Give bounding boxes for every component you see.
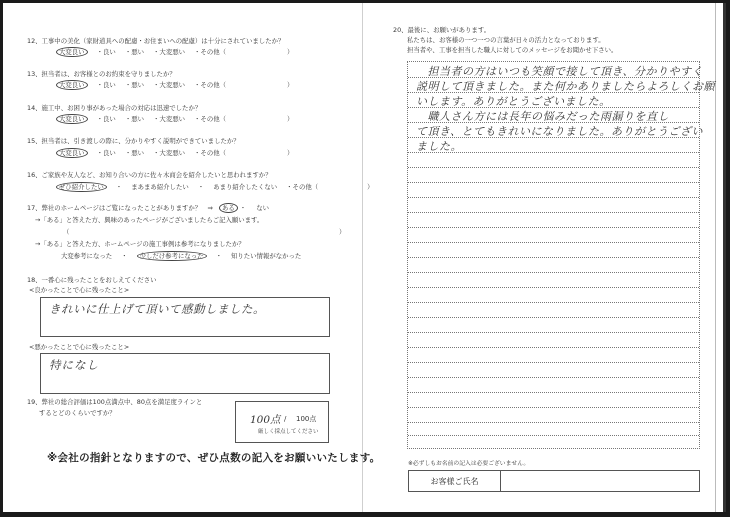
q20-message-line: いします。ありがとうございました。 — [416, 95, 611, 108]
q16-option[interactable]: まあまあ紹介したい — [131, 183, 189, 191]
q16-separator: ・ — [197, 183, 205, 191]
q20-line3: 担当者や、工事を担当した職人に対してのメッセージをお聞かせ下さい。 — [407, 46, 618, 54]
q16-option-selected[interactable]: ぜひ紹介したい — [56, 182, 107, 192]
ruled-line — [408, 377, 699, 378]
q14-option[interactable]: ・その他（ — [194, 115, 226, 123]
q15-question: 15、担当者は、引き渡しの際に、分かりやすく説明ができていましたか？ — [27, 137, 240, 145]
ruled-line — [408, 227, 699, 228]
customer-name-table — [408, 470, 700, 492]
q13-option[interactable]: ・大変悪い — [153, 81, 185, 89]
q16-options — [59, 183, 381, 192]
q15-option[interactable]: ・大変悪い — [153, 149, 185, 157]
q19-score-note: 厳しく採点してください — [258, 429, 319, 435]
q15-options — [59, 149, 300, 158]
q20-message-line: 説明して頂きました。また何かありましたらよろしくお願 — [416, 80, 715, 93]
q16-close-paren: ） — [367, 183, 374, 191]
customer-name-label: お客様ご氏名 — [409, 471, 501, 491]
ruled-line — [408, 242, 699, 243]
q14-option[interactable]: ・悪い — [124, 115, 144, 123]
q17-followup2-separator: ・ — [215, 252, 222, 260]
q14-close-paren: ） — [287, 115, 294, 123]
q19-score-box[interactable] — [235, 401, 329, 443]
page-fold-divider — [362, 3, 363, 512]
q19-score-slash: / — [284, 415, 287, 423]
ruled-line — [408, 182, 699, 183]
q20-title: 20、最後に、お願いがあります。 — [393, 26, 491, 34]
q17-question — [27, 204, 269, 213]
ruled-line — [408, 257, 699, 258]
q12-option[interactable]: ・良い — [96, 48, 116, 56]
q18-good-label: <良かったことで心に残ったこと> — [29, 286, 130, 294]
q13-close-paren: ） — [287, 81, 294, 89]
q13-option[interactable]: ・悪い — [124, 81, 144, 89]
q19-score-max: 100点 — [296, 415, 317, 423]
q20-message-area[interactable] — [407, 61, 715, 449]
ruled-line — [408, 302, 699, 303]
q20-message-line: て頂き、とてもきれいになりました。ありがとうござい — [416, 125, 704, 138]
q20-message-line: 担当者の方はいつも笑顔で接して頂き、分かりやすく — [416, 65, 704, 78]
q12-option[interactable]: ・悪い — [124, 48, 144, 56]
q18-bad-answer-box[interactable] — [40, 353, 330, 394]
q13-question: 13、担当者は、お客様とのお約束を守りましたか？ — [27, 70, 176, 78]
q14-options — [59, 115, 300, 124]
q20-line2: 私たちは、お客様の一つ一つの言葉が日々の活力となっております。 — [407, 36, 605, 44]
q14-option[interactable]: ・良い — [96, 115, 116, 123]
footer-note: ※会社の指針となりますので、ぜひ点数の記入をお願いいたします。 — [47, 452, 381, 464]
q17-followup2: →「ある」と答えた方、ホームページの施工事例は参考になりましたか？ — [35, 240, 245, 248]
q12-option-selected[interactable]: 大変良い — [56, 47, 88, 57]
q17-followup2-option[interactable]: 大変参考になった — [61, 252, 113, 260]
q17-question-text: 17、弊社のホームページはご覧になったことがありますか？ ⇒ — [27, 204, 213, 212]
q12-close-paren: ） — [287, 48, 294, 56]
ruled-line — [408, 197, 699, 198]
q17-followup2-option[interactable]: 知りたい情報がなかった — [231, 252, 302, 260]
q15-option[interactable]: ・良い — [96, 149, 116, 157]
ruled-line — [408, 332, 699, 333]
q18-question: 18、一番心に残ったことをおしえてください — [27, 276, 157, 284]
q17-followup1-open: （ — [63, 228, 70, 236]
q12-option[interactable]: ・その他（ — [194, 48, 226, 56]
q13-option[interactable]: ・良い — [96, 81, 116, 89]
q13-options — [59, 81, 300, 90]
q16-separator: ・ — [115, 183, 123, 191]
q13-option[interactable]: ・その他（ — [194, 81, 226, 89]
q17-answer-no[interactable]: ない — [256, 204, 269, 212]
q16-option[interactable]: ・その他（ — [286, 183, 319, 191]
ruled-line — [408, 272, 699, 273]
ruled-line — [408, 167, 699, 168]
q17-followup2-separator: ・ — [121, 252, 128, 260]
q14-option[interactable]: ・大変悪い — [153, 115, 185, 123]
q17-answer-sep: ・ — [239, 204, 247, 212]
q17-followup1-close: ） — [339, 228, 346, 236]
ruled-line — [408, 422, 699, 423]
q19-score-handwritten: 100点 — [250, 414, 281, 426]
q14-option-selected[interactable]: 大変良い — [56, 114, 88, 124]
ruled-line — [408, 392, 699, 393]
q17-answer-yes[interactable]: ある — [219, 203, 238, 213]
q12-options — [59, 48, 300, 57]
q19-question-line1: 19、弊社の総合評価は100点満点中、80点を満足度ラインと — [27, 398, 203, 406]
q16-question: 16、ご家族や友人など、お知り合いの方に佐々木商会を紹介したいと思われますか？ — [27, 171, 272, 179]
customer-name-field[interactable] — [501, 471, 699, 491]
q14-question: 14、施工中、お困り事があった場合の対応は迅速でしたか？ — [27, 104, 202, 112]
survey-sheet — [3, 3, 726, 512]
q15-option[interactable]: ・その他（ — [194, 149, 226, 157]
q18-bad-label: <悪かったことで心に残ったこと> — [29, 343, 130, 351]
q19-question-line2: するとどのくらいですか？ — [39, 409, 116, 417]
q20-message-line: 職人さん方には長年の悩みだった雨漏りを直し — [416, 110, 669, 123]
q18-bad-answer: 特になし — [49, 358, 99, 372]
ruled-line — [408, 435, 699, 436]
ruled-line — [408, 407, 699, 408]
ruled-line — [408, 287, 699, 288]
ruled-line — [408, 317, 699, 318]
q12-option[interactable]: ・大変悪い — [153, 48, 185, 56]
q17-followup1: →「ある」と答えた方、興味のあったページがございましたらご記入願います。 — [35, 216, 264, 224]
q15-close-paren: ） — [287, 149, 294, 157]
q15-option[interactable]: ・悪い — [124, 149, 144, 157]
ruled-line — [408, 347, 699, 348]
q13-option-selected[interactable]: 大変良い — [56, 80, 88, 90]
ruled-line — [408, 362, 699, 363]
q15-option-selected[interactable]: 大変良い — [56, 148, 88, 158]
q17-followup2-options — [61, 252, 308, 261]
q12-question: 12、工事中の美化（家財道具への配慮・お住まいへの配慮）は十分にされていましたか？ — [27, 37, 285, 45]
page-edge — [715, 3, 716, 512]
q18-good-answer-box[interactable] — [40, 297, 330, 337]
name-note: ※必ずしもお名前の記入は必要ございません。 — [408, 461, 530, 467]
q20-message-line: ました。 — [416, 140, 462, 153]
q17-followup2-option-selected[interactable]: 少しだけ参考になった — [137, 251, 207, 261]
q18-good-answer: きれいに仕上げて頂いて感動しました。 — [49, 302, 265, 316]
ruled-line — [408, 212, 699, 213]
q16-option[interactable]: あまり紹介したくない — [213, 183, 278, 191]
